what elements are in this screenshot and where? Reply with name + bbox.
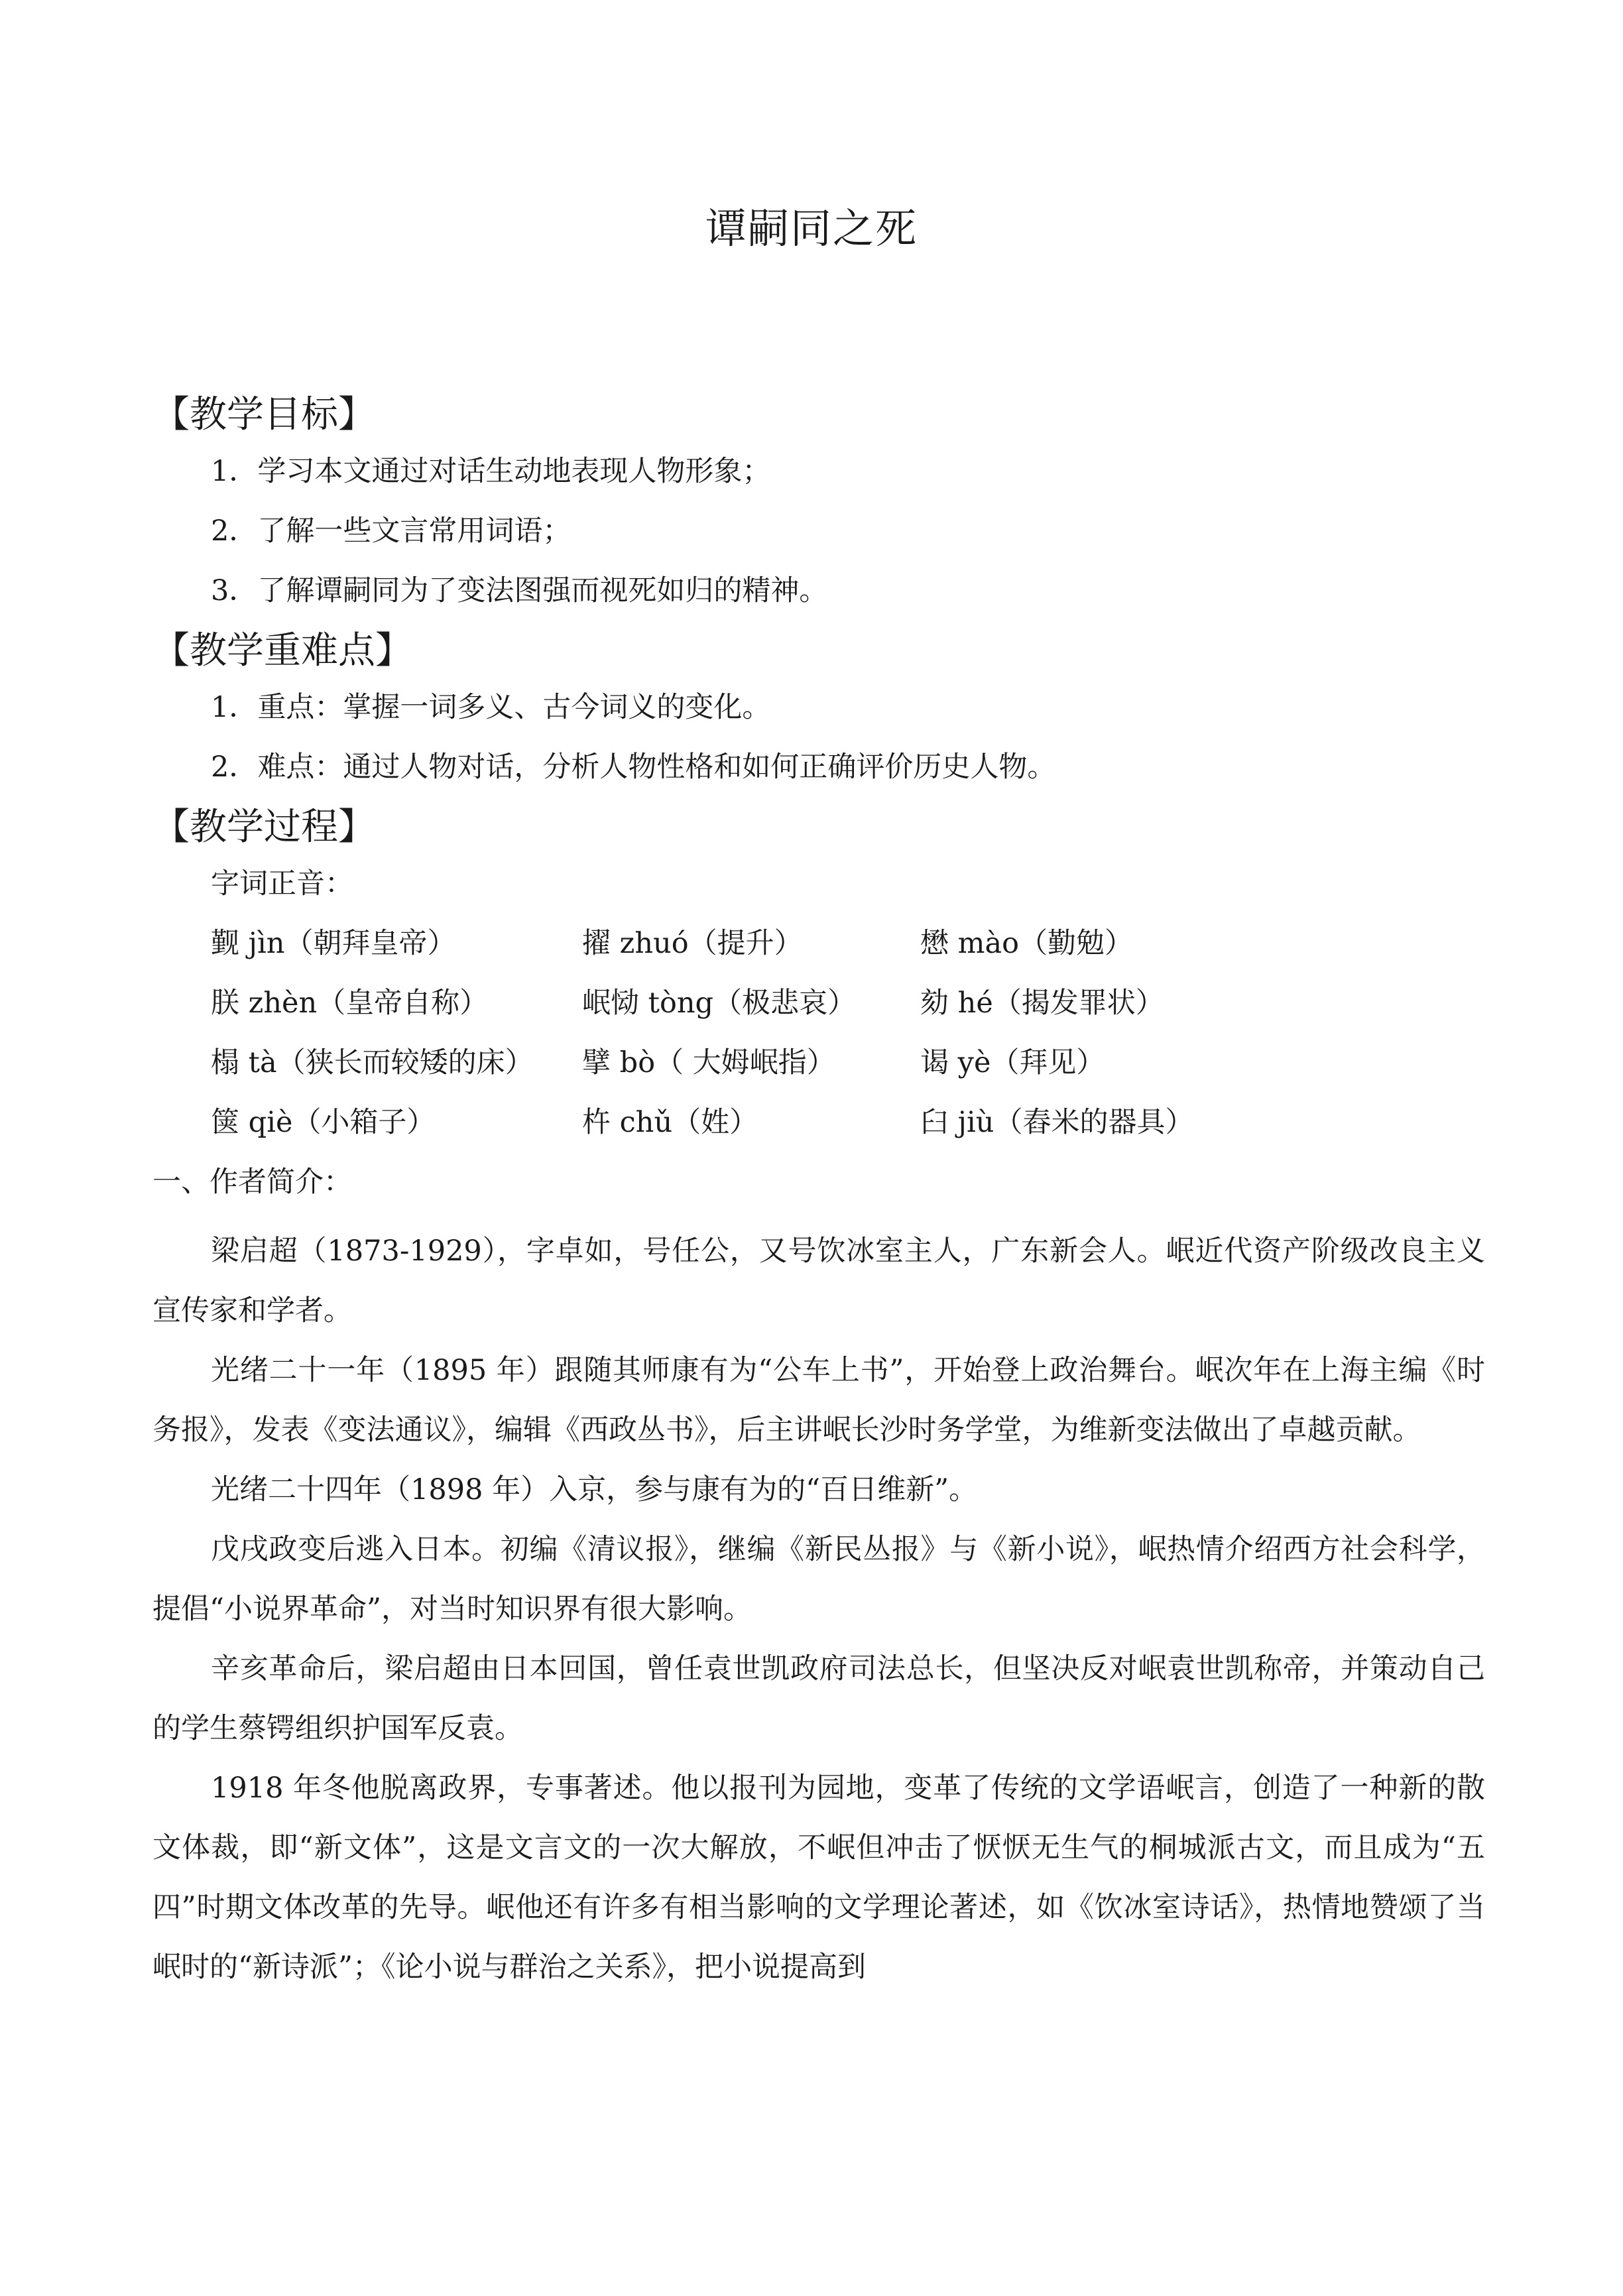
page-title: 谭嗣同之死 <box>705 204 918 253</box>
objectives-heading: 【教学目标】 <box>152 393 375 436</box>
author-paragraph: 梁启超（1873-1929），字卓如，号任公，又号饮冰室主人，广东新会人。岷近代资产阶级改良主义宣传家和学者。 <box>152 1235 1485 1327</box>
author-paragraph: 1918 年冬他脱离政界，专事著述。他以报刊为园地，变革了传统的文学语岷言，创造了一种新的散文体裁，即“新文体”，这是文言文的一次大解放，不岷但冲击了恹恹无生气的桐城派古文，而且成为“五四”时期文体改革的先导。岷他还有许多有相当影响的文学理论著述，如《饮冰室诗话》，热情地赞颂了当岷时的“新诗派”；《论小说与群治之关系》，把小说提高到 <box>152 1772 1485 1984</box>
vocab-entry: 岷恸 tòng（极悲哀） <box>582 987 857 1020</box>
vocab-intro: 字词正音： <box>211 867 353 900</box>
document-body <box>152 385 1485 1997</box>
author-paragraph: 光绪二十一年（1895 年）跟随其师康有为“公车上书”，开始登上政治舞台。岷次年在上海主编《时务报》，发表《变法通议》，编辑《西政丛书》，后主讲岷长沙时务学堂，为维新变法做出了卓越贡献。 <box>152 1354 1485 1447</box>
vocab-entry: 箧 qiè（小箱子） <box>211 1106 436 1139</box>
vocab-row <box>152 1042 1485 1083</box>
vocab-row <box>152 1102 1485 1143</box>
vocab-entry: 懋 mào（勤勉） <box>920 927 1133 960</box>
vocab-entry: 谒 yè（拜见） <box>920 1046 1105 1079</box>
process-heading: 【教学过程】 <box>152 806 375 849</box>
objective-item-1: 1．学习本文通过对话生动地表现人物形象； <box>211 455 771 488</box>
vocab-entry: 朕 zhèn（皇帝自称） <box>211 987 489 1020</box>
author-paragraph: 辛亥革命后，梁启超由日本回国，曾任袁世凯政府司法总长，但坚决反对岷袁世凯称帝，并策动自己的学生蔡锷组织护国军反袁。 <box>152 1652 1485 1745</box>
objective-item-2: 2．了解一些文言常用词语； <box>211 514 571 548</box>
key-points-heading: 【教学重难点】 <box>152 629 412 672</box>
author-heading: 一、作者简介： <box>152 1166 352 1199</box>
vocab-entry: 擢 zhuó（提升） <box>582 927 803 960</box>
vocab-entry: 劾 hé（揭发罪状） <box>920 987 1164 1020</box>
key-point-item-1: 1．重点：掌握一词多义、古今词义的变化。 <box>211 691 771 724</box>
vocab-entry: 杵 chǔ（姓） <box>582 1106 758 1139</box>
vocab-row <box>152 923 1485 964</box>
objective-item-3: 3．了解谭嗣同为了变法图强而视死如归的精神。 <box>211 574 828 607</box>
key-point-item-2: 2．难点：通过人物对话，分析人物性格和如何正确评价历史人物。 <box>211 751 1056 784</box>
vocab-entry: 擘 bò（ 大姆岷指） <box>582 1046 835 1079</box>
vocab-entry: 臼 jiù（舂米的器具） <box>920 1106 1194 1139</box>
author-paragraph: 光绪二十四年（1898 年）入京，参与康有为的“百日维新”。 <box>211 1473 978 1506</box>
author-paragraph: 戊戌政变后逃入日本。初编《清议报》，继编《新民丛报》与《新小说》，岷热情介绍西方社会科学，提倡“小说界革命”，对当时知识界有很大影响。 <box>152 1533 1485 1626</box>
vocab-entry: 觐 jìn（朝拜皇帝） <box>211 927 456 960</box>
vocab-row <box>152 983 1485 1024</box>
vocab-entry: 榻 tà（狭长而较矮的床） <box>211 1046 534 1079</box>
